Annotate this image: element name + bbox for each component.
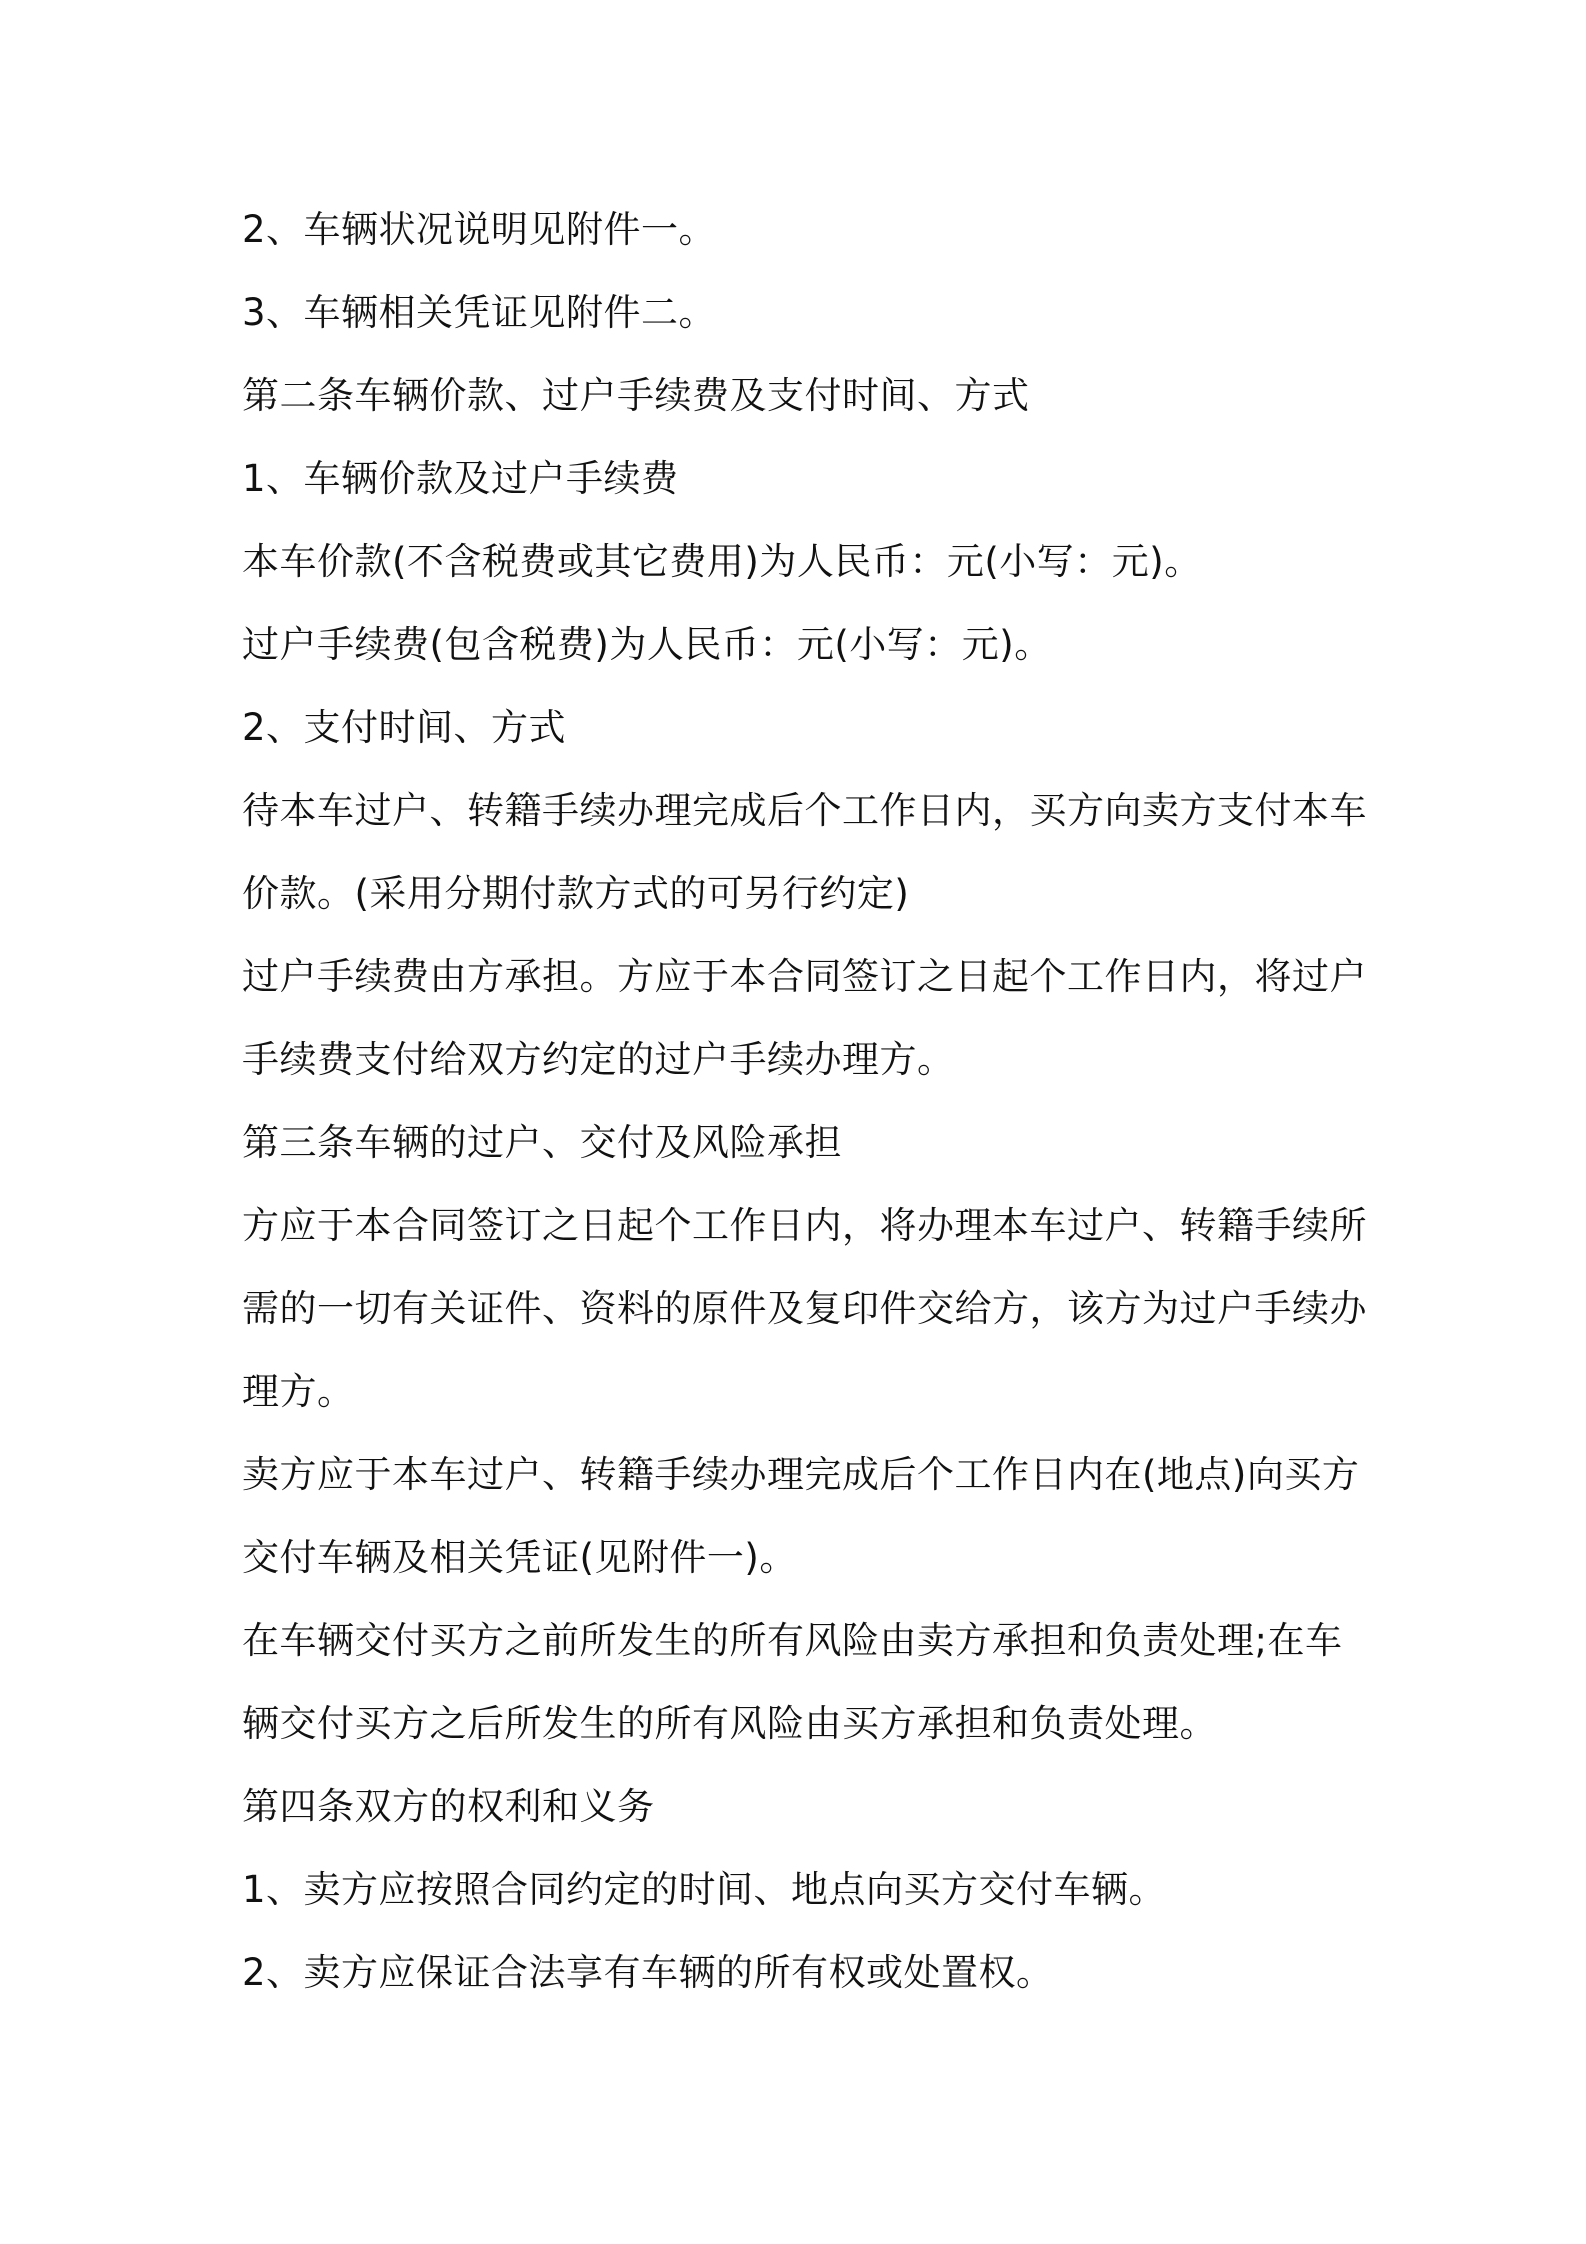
clause-text-line: 2、支付时间、方式	[242, 706, 567, 749]
clause-text-line: 2、卖方应保证合法享有车辆的所有权或处置权。	[242, 1951, 1054, 1994]
article-heading: 第二条车辆价款、过户手续费及支付时间、方式	[242, 374, 1030, 417]
clause-text-line: 1、车辆价款及过户手续费	[242, 457, 679, 500]
clause-text-line: 价款。(采用分期付款方式的可另行约定)	[242, 872, 910, 915]
clause-text-line: 待本车过户、转籍手续办理完成后个工作日内，买方向卖方支付本车	[242, 789, 1367, 832]
clause-text-line: 手续费支付给双方约定的过户手续办理方。	[242, 1038, 955, 1081]
clause-text-line: 方应于本合同签订之日起个工作日内，将办理本车过户、转籍手续所	[242, 1204, 1367, 1247]
clause-text-line: 理方。	[242, 1370, 355, 1413]
article-heading: 第三条车辆的过户、交付及风险承担	[242, 1121, 842, 1164]
clause-text-line: 3、车辆相关凭证见附件二。	[242, 291, 717, 334]
clause-text-line: 辆交付买方之后所发生的所有风险由买方承担和负责处理。	[242, 1702, 1217, 1745]
clause-text-line: 过户手续费由方承担。方应于本合同签订之日起个工作日内，将过户	[242, 955, 1367, 998]
clause-text-line: 需的一切有关证件、资料的原件及复印件交给方，该方为过户手续办	[242, 1287, 1367, 1330]
clause-text-line: 过户手续费(包含税费)为人民币：元(小写：元)。	[242, 623, 1052, 666]
clause-text-line: 1、卖方应按照合同约定的时间、地点向买方交付车辆。	[242, 1868, 1167, 1911]
clause-text-line: 在车辆交付买方之前所发生的所有风险由卖方承担和负责处理;在车	[242, 1619, 1343, 1662]
article-heading: 第四条双方的权利和义务	[242, 1785, 655, 1828]
clause-text-line: 交付车辆及相关凭证(见附件一)。	[242, 1536, 797, 1579]
clause-text-line: 2、车辆状况说明见附件一。	[242, 208, 717, 251]
clause-text-line: 本车价款(不含税费或其它费用)为人民币：元(小写：元)。	[242, 540, 1202, 583]
clause-text-line: 卖方应于本车过户、转籍手续办理完成后个工作日内在(地点)向买方	[242, 1453, 1360, 1496]
